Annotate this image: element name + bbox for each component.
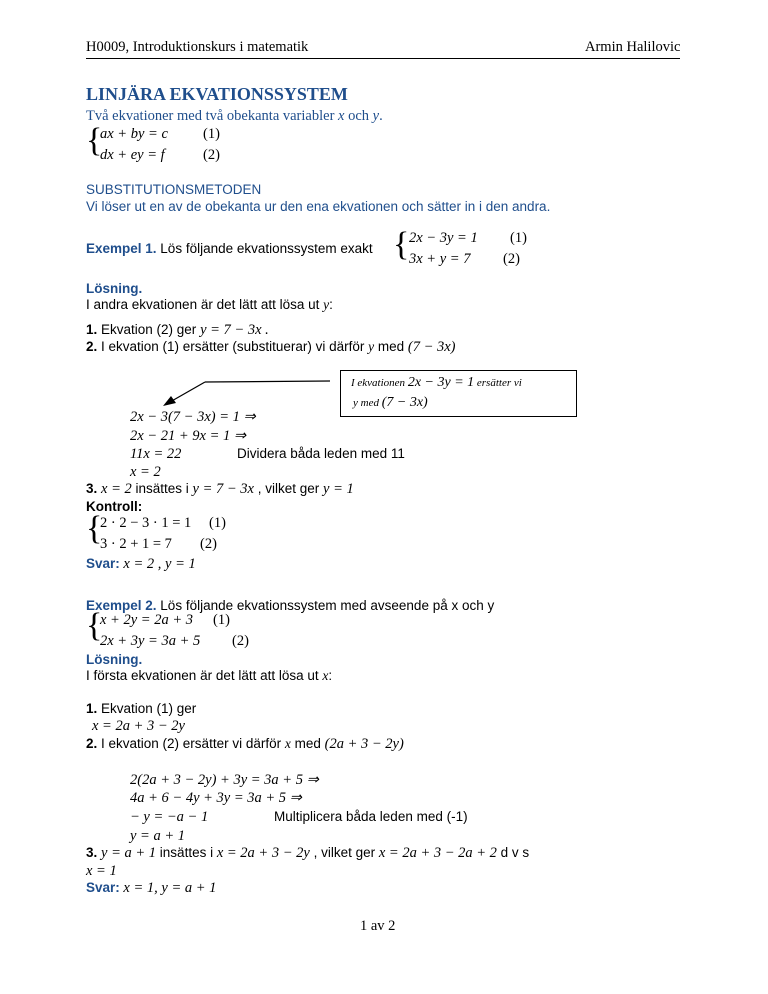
ex1-eq1-num: (1) xyxy=(510,230,527,246)
ex1-k1-num: (1) xyxy=(209,515,226,531)
ex2-step2-var: x xyxy=(284,736,291,751)
ex1-calc2: 2x − 21 + 9x = 1 ⇒ xyxy=(130,428,246,444)
ex1-step1-text: Ekvation (2) ger xyxy=(97,322,201,337)
ex1-eq2-num: (2) xyxy=(503,251,520,267)
ex2-step2-num: 2. xyxy=(86,736,98,751)
ex1-note-c: y med xyxy=(353,397,382,409)
ex1-brace: { xyxy=(393,226,410,263)
ex1-calc3-note: Dividera båda leden med 11 xyxy=(237,446,405,461)
ex1-step3-c: y = 7 − 3x xyxy=(192,481,254,497)
ex2-losning: Lösning. xyxy=(86,652,143,667)
ex1-k1: 2 · 2 − 3 · 1 = 1 xyxy=(100,515,192,531)
section-desc: Vi löser ut en av de obekanta ur den ena ekvationen och sätter in i den andra. xyxy=(86,199,551,214)
ex1-arrow-line xyxy=(205,381,330,382)
ex1-note-a: I ekvationen xyxy=(351,377,408,389)
ex1-step2-var: y xyxy=(368,339,375,354)
ex2-calc1: 2(2a + 3 − 2y) + 3y = 3a + 5 ⇒ xyxy=(130,772,319,788)
intro-eq2-num: (2) xyxy=(203,147,220,163)
ex1-svar-math: x = 2 , y = 1 xyxy=(123,556,196,572)
ex2-step3 xyxy=(86,845,529,862)
ex1-svar-line xyxy=(86,556,196,573)
page-number: 1 av 2 xyxy=(360,918,396,934)
intro-prefix: Två ekvationer med två obekanta variabler xyxy=(86,108,339,124)
ex2-eq1: x + 2y = 2a + 3 xyxy=(100,612,193,628)
ex2-step3-d: , vilket ger xyxy=(309,845,379,860)
ex2-calc3: − y = −a − 1 xyxy=(130,809,209,825)
ex2-calc4: y = a + 1 xyxy=(130,828,186,844)
ex1-note-line2 xyxy=(353,395,428,411)
ex1-step3-d: , vilket ger xyxy=(254,481,324,496)
intro-brace: { xyxy=(86,122,103,159)
ex1-k2-num: (2) xyxy=(200,536,217,552)
ex1-step1 xyxy=(86,322,269,339)
ex2-step2-math: (2a + 3 − 2y) xyxy=(324,736,404,752)
ex2-calc2: 4a + 6 − 4y + 3y = 3a + 5 ⇒ xyxy=(130,790,302,806)
ex1-line1 xyxy=(86,297,333,313)
ex1-step2 xyxy=(86,339,456,356)
ex1-line1-a: I andra ekvationen är det lätt att lösa ut xyxy=(86,297,324,312)
ex2-text: Lös följande ekvationssystem med avseende på x och y xyxy=(156,598,495,613)
ex1-eq1: 2x − 3y = 1 xyxy=(409,230,478,246)
header-rule xyxy=(86,58,680,59)
ex1-step3-a: x = 2 xyxy=(101,481,132,497)
intro-eq2: dx + ey = f xyxy=(100,147,165,163)
ex1-eq2: 3x + y = 7 xyxy=(409,251,471,267)
ex1-kontroll: Kontroll: xyxy=(86,499,143,514)
ex1-k2: 3 · 2 + 1 = 7 xyxy=(100,536,172,552)
ex2-line1-var: x xyxy=(322,668,329,683)
ex1-step1-num: 1. xyxy=(86,322,98,337)
ex2-step2-text2: med xyxy=(290,736,325,751)
intro-och: och xyxy=(344,108,373,124)
ex2-step3-a: y = a + 1 xyxy=(101,845,157,861)
ex2-eq1-num: (1) xyxy=(213,612,230,628)
ex2-brace: { xyxy=(86,607,103,644)
ex1-text: Lös följande ekvationssystem exakt xyxy=(156,241,373,256)
intro-text xyxy=(86,108,383,125)
ex1-arrow-head xyxy=(163,396,176,406)
ex2-svar-line xyxy=(86,880,216,897)
ex1-note-expr: (7 − 3x) xyxy=(381,395,428,410)
ex1-step2-num: 2. xyxy=(86,339,98,354)
ex2-line1 xyxy=(86,668,332,684)
ex1-step3-b: insättes i xyxy=(131,481,193,496)
ex2-step2 xyxy=(86,736,404,753)
ex2-line1-b: : xyxy=(328,668,333,683)
ex1-calc4: x = 2 xyxy=(130,464,161,480)
ex1-calc1: 2x − 3(7 − 3x) = 1 ⇒ xyxy=(130,409,256,425)
ex1-step3 xyxy=(86,481,354,498)
intro-var-x: x xyxy=(338,108,345,124)
ex2-step3-f: d v s xyxy=(496,845,530,860)
ex1-losning: Lösning. xyxy=(86,281,143,296)
ex2-step1-text: Ekvation (1) ger xyxy=(97,701,197,716)
ex2-step2-text: I ekvation (2) ersätter vi därför xyxy=(97,736,285,751)
intro-eq1: ax + by = c xyxy=(100,126,168,142)
intro-dot: . xyxy=(379,108,383,124)
ex1-arrow-shaft xyxy=(170,382,205,402)
ex1-step3-e: y = 1 xyxy=(323,481,354,497)
ex1-kontroll-brace: { xyxy=(86,510,103,547)
ex2-step1 xyxy=(86,701,196,717)
ex2-calc3-note: Multiplicera båda leden med (-1) xyxy=(274,809,468,824)
ex2-step1-num: 1. xyxy=(86,701,98,716)
header-right: Armin Halilovic xyxy=(585,39,681,55)
ex1-step2-text: I ekvation (1) ersätter (substituerar) vi därför xyxy=(97,339,369,354)
ex2-step3-b: insättes i xyxy=(156,845,217,860)
ex1-note-b: ersätter vi xyxy=(474,377,522,389)
ex2-step3-c: x = 2a + 3 − 2y xyxy=(216,845,310,861)
ex2-step3-e: x = 2a + 3 − 2a + 2 xyxy=(378,845,497,861)
ex1-step2-text2: med xyxy=(374,339,408,354)
ex1-step1-math: y = 7 − 3x . xyxy=(200,322,269,338)
ex2-svar: Svar: xyxy=(86,880,120,895)
ex2-step1-math: x = 2a + 3 − 2y xyxy=(92,718,185,734)
ex2-svar-math: x = 1, y = a + 1 xyxy=(123,880,217,896)
ex1-calc3: 11x = 22 xyxy=(130,446,182,462)
ex2-eq2: 2x + 3y = 3a + 5 xyxy=(100,633,201,649)
ex2-step3-result: x = 1 xyxy=(86,863,117,879)
ex1-label: Exempel 1. xyxy=(86,241,157,256)
ex1-note-eq: 2x − 3y = 1 xyxy=(407,375,475,390)
header-left: H0009, Introduktionskurs i matematik xyxy=(86,39,309,55)
ex2-line1-a: I första ekvationen är det lätt att lösa ut xyxy=(86,668,323,683)
ex1-step2-math: (7 − 3x) xyxy=(407,339,456,355)
ex1-line1-var: y xyxy=(323,297,330,312)
ex1-note-line1 xyxy=(351,375,522,391)
ex2-step3-num: 3. xyxy=(86,845,98,860)
ex2-eq2-num: (2) xyxy=(232,633,249,649)
section-title: SUBSTITUTIONSMETODEN xyxy=(86,182,262,197)
page-title: LINJÄRA EKVATIONSSYSTEM xyxy=(86,84,348,104)
ex1-line1-b: : xyxy=(329,297,333,312)
intro-eq1-num: (1) xyxy=(203,126,220,142)
ex1-step3-num: 3. xyxy=(86,481,98,496)
ex2-label: Exempel 2. xyxy=(86,598,157,613)
intro-var-y: y xyxy=(372,108,380,124)
ex1-svar: Svar: xyxy=(86,556,120,571)
ex1-heading xyxy=(86,241,373,257)
